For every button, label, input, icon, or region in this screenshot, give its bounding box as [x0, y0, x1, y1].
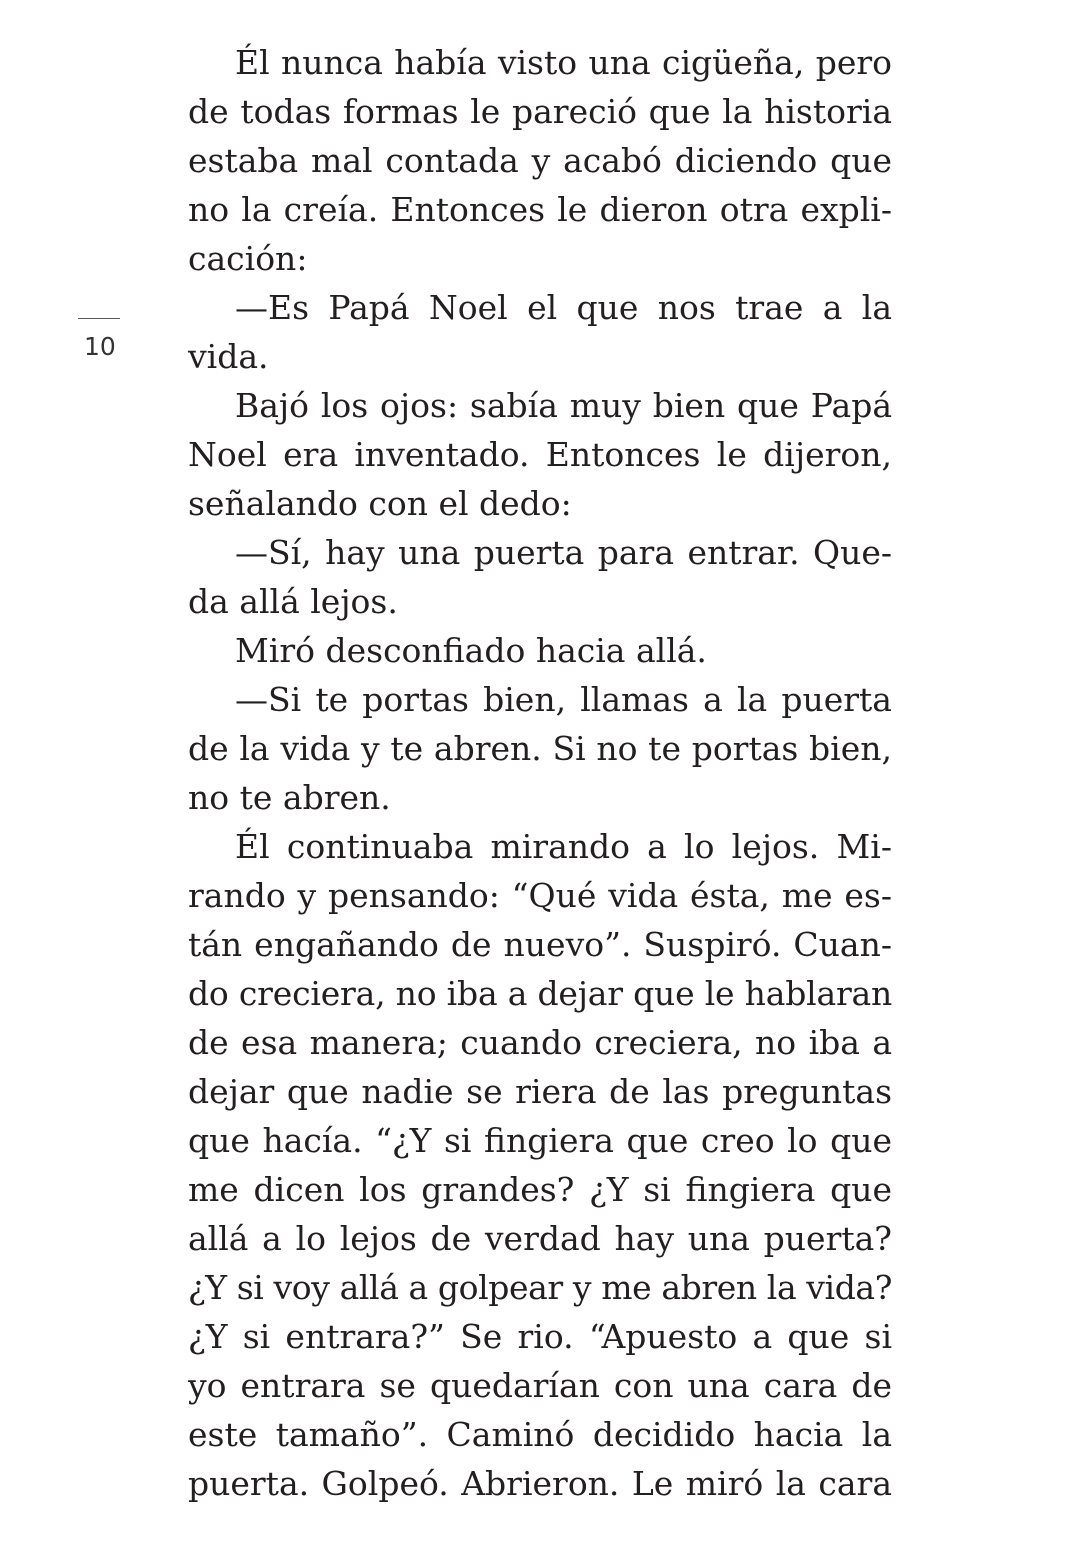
text-line: tán engañando de nuevo”. Suspiró. Cuan- — [188, 925, 892, 964]
text-line: no te abren. — [188, 778, 391, 817]
text-line: allá a lo lejos de verdad hay una puerta? — [188, 1219, 892, 1258]
text-line: de todas formas le pareció que la historia — [188, 92, 892, 131]
text-line: —Si te portas bien, llamas a la puerta — [235, 680, 892, 719]
text-line: —Sí, hay una puerta para entrar. Que- — [235, 533, 892, 572]
text-line: do creciera, no iba a dejar que le hablaran — [188, 974, 893, 1013]
text-line: Miró desconfiado hacia allá. — [235, 631, 707, 670]
text-line: vida. — [188, 337, 269, 376]
text-line: puerta. Golpeó. Abrieron. Le miró la cara — [188, 1464, 892, 1503]
text-line: cación: — [188, 239, 308, 278]
text-line: este tamaño”. Caminó decidido hacia la — [188, 1415, 892, 1454]
text-line: ¿Y si voy allá a golpear y me abren la vida? — [188, 1268, 892, 1307]
body-text — [188, 38, 892, 1508]
text-line: da allá lejos. — [188, 582, 398, 621]
text-line: me dicen los grandes? ¿Y si fingiera que — [188, 1170, 892, 1209]
text-line: estaba mal contada y acabó diciendo que — [188, 141, 892, 180]
text-line: dejar que nadie se riera de las preguntas — [188, 1072, 892, 1111]
text-line: señalando con el dedo: — [188, 484, 572, 523]
text-line: de la vida y te abren. Si no te portas bien, — [188, 729, 892, 768]
text-line: rando y pensando: “Qué vida ésta, me es- — [188, 876, 892, 915]
page-number-rule — [78, 318, 120, 319]
text-line: ¿Y si entrara?” Se rio. “Apuesto a que si — [188, 1317, 892, 1356]
text-line: yo entrara se quedarían con una cara de — [188, 1366, 892, 1405]
page-number: 10 — [84, 332, 116, 361]
text-line: que hacía. “¿Y si fingiera que creo lo que — [188, 1121, 892, 1160]
text-line: de esa manera; cuando creciera, no iba a — [188, 1023, 892, 1062]
text-line: Él continuaba mirando a lo lejos. Mi- — [235, 827, 892, 866]
text-line: Noel era inventado. Entonces le dijeron, — [188, 435, 892, 474]
text-line: no la creía. Entonces le dieron otra expli- — [188, 190, 892, 229]
text-line: Él nunca había visto una cigüeña, pero — [235, 43, 892, 82]
text-line: Bajó los ojos: sabía muy bien que Papá — [235, 386, 892, 425]
text-line: —Es Papá Noel el que nos trae a la — [235, 288, 892, 327]
